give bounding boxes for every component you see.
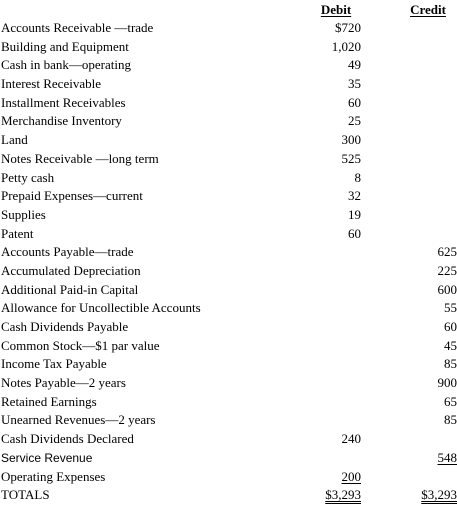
debit-value: 35 <box>348 76 361 92</box>
table-row <box>0 94 457 113</box>
table-row <box>0 337 457 356</box>
account-name: Merchandise Inventory <box>1 113 122 129</box>
table-row <box>0 56 457 75</box>
account-name: Building and Equipment <box>1 38 129 54</box>
account-name: Additional Paid-in Capital <box>1 281 139 297</box>
account-name: Operating Expenses <box>1 468 106 484</box>
account-name: Income Tax Payable <box>1 356 107 372</box>
account-name: Land <box>1 132 28 148</box>
account-name: Petty cash <box>1 169 55 185</box>
table-row <box>0 299 457 318</box>
table-row <box>0 206 457 225</box>
table-row <box>0 131 457 150</box>
credit-value: 45 <box>444 337 457 353</box>
table-row <box>0 430 457 449</box>
account-name: Notes Payable—2 years <box>1 375 126 391</box>
account-name: Allowance for Uncollectible Accounts <box>1 300 201 316</box>
table-row <box>0 19 457 38</box>
credit-header: Credit <box>410 2 446 17</box>
account-name: Unearned Revenues—2 years <box>1 412 156 428</box>
debit-value: 32 <box>348 188 361 204</box>
debit-value: 60 <box>348 225 361 241</box>
table-row <box>0 112 457 131</box>
account-name: Installment Receivables <box>1 94 126 110</box>
credit-value: 55 <box>444 300 457 316</box>
table-row <box>0 243 457 262</box>
debit-total: $3,293 <box>325 487 361 503</box>
table-row <box>0 318 457 337</box>
table-row <box>0 75 457 94</box>
debit-value: 25 <box>348 113 361 129</box>
debit-value: 1,020 <box>331 38 361 54</box>
table-row <box>0 169 457 188</box>
table-row <box>0 38 457 57</box>
totals-row <box>0 486 457 505</box>
account-name: Accumulated Depreciation <box>1 262 141 278</box>
table-row <box>0 374 457 393</box>
debit-value: $720 <box>335 20 361 35</box>
credit-value: 625 <box>437 244 457 260</box>
debit-value: 8 <box>354 169 361 185</box>
debit-value: 60 <box>348 94 361 110</box>
account-name: Service Revenue <box>1 450 93 465</box>
debit-value: 300 <box>341 132 361 148</box>
table-row <box>0 411 457 430</box>
debit-value: 525 <box>341 150 361 166</box>
table-row <box>0 187 457 206</box>
account-name: Accounts Payable—trade <box>1 244 134 260</box>
account-name: Cash in bank—operating <box>1 57 131 73</box>
account-name: Common Stock—$1 par value <box>1 337 160 353</box>
table-row <box>0 449 457 468</box>
account-name: Notes Receivable —long term <box>1 150 159 166</box>
table-row <box>0 468 457 487</box>
column-headers <box>0 0 457 18</box>
credit-value: 65 <box>444 393 457 409</box>
credit-value: 548 <box>437 449 457 465</box>
credit-total: $3,293 <box>421 487 457 503</box>
account-name: Interest Receivable <box>1 76 101 92</box>
account-name: Supplies <box>1 206 46 222</box>
table-row <box>0 225 457 244</box>
credit-value: 60 <box>444 319 457 334</box>
table-row <box>0 150 457 169</box>
account-rows <box>0 19 457 505</box>
table-row <box>0 262 457 281</box>
account-name: Cash Dividends Declared <box>1 431 134 447</box>
credit-value: 225 <box>437 262 457 278</box>
table-row <box>0 281 457 300</box>
account-name: Patent <box>1 225 34 241</box>
debit-value: 200 <box>341 468 361 484</box>
table-row <box>0 355 457 374</box>
debit-value: 19 <box>348 206 361 222</box>
debit-value: 240 <box>341 431 361 447</box>
credit-value: 85 <box>444 356 457 372</box>
credit-value: 600 <box>437 281 457 297</box>
credit-value: 85 <box>444 412 457 428</box>
account-name: Cash Dividends Payable <box>1 319 129 334</box>
debit-value: 49 <box>348 57 361 73</box>
account-name: Prepaid Expenses—current <box>1 188 143 204</box>
account-name: Accounts Receivable —trade <box>1 20 154 35</box>
table-row <box>0 393 457 412</box>
credit-value: 900 <box>437 375 457 391</box>
account-name: Retained Earnings <box>1 393 97 409</box>
totals-label: TOTALS <box>1 487 50 503</box>
debit-header: Debit <box>320 2 352 17</box>
